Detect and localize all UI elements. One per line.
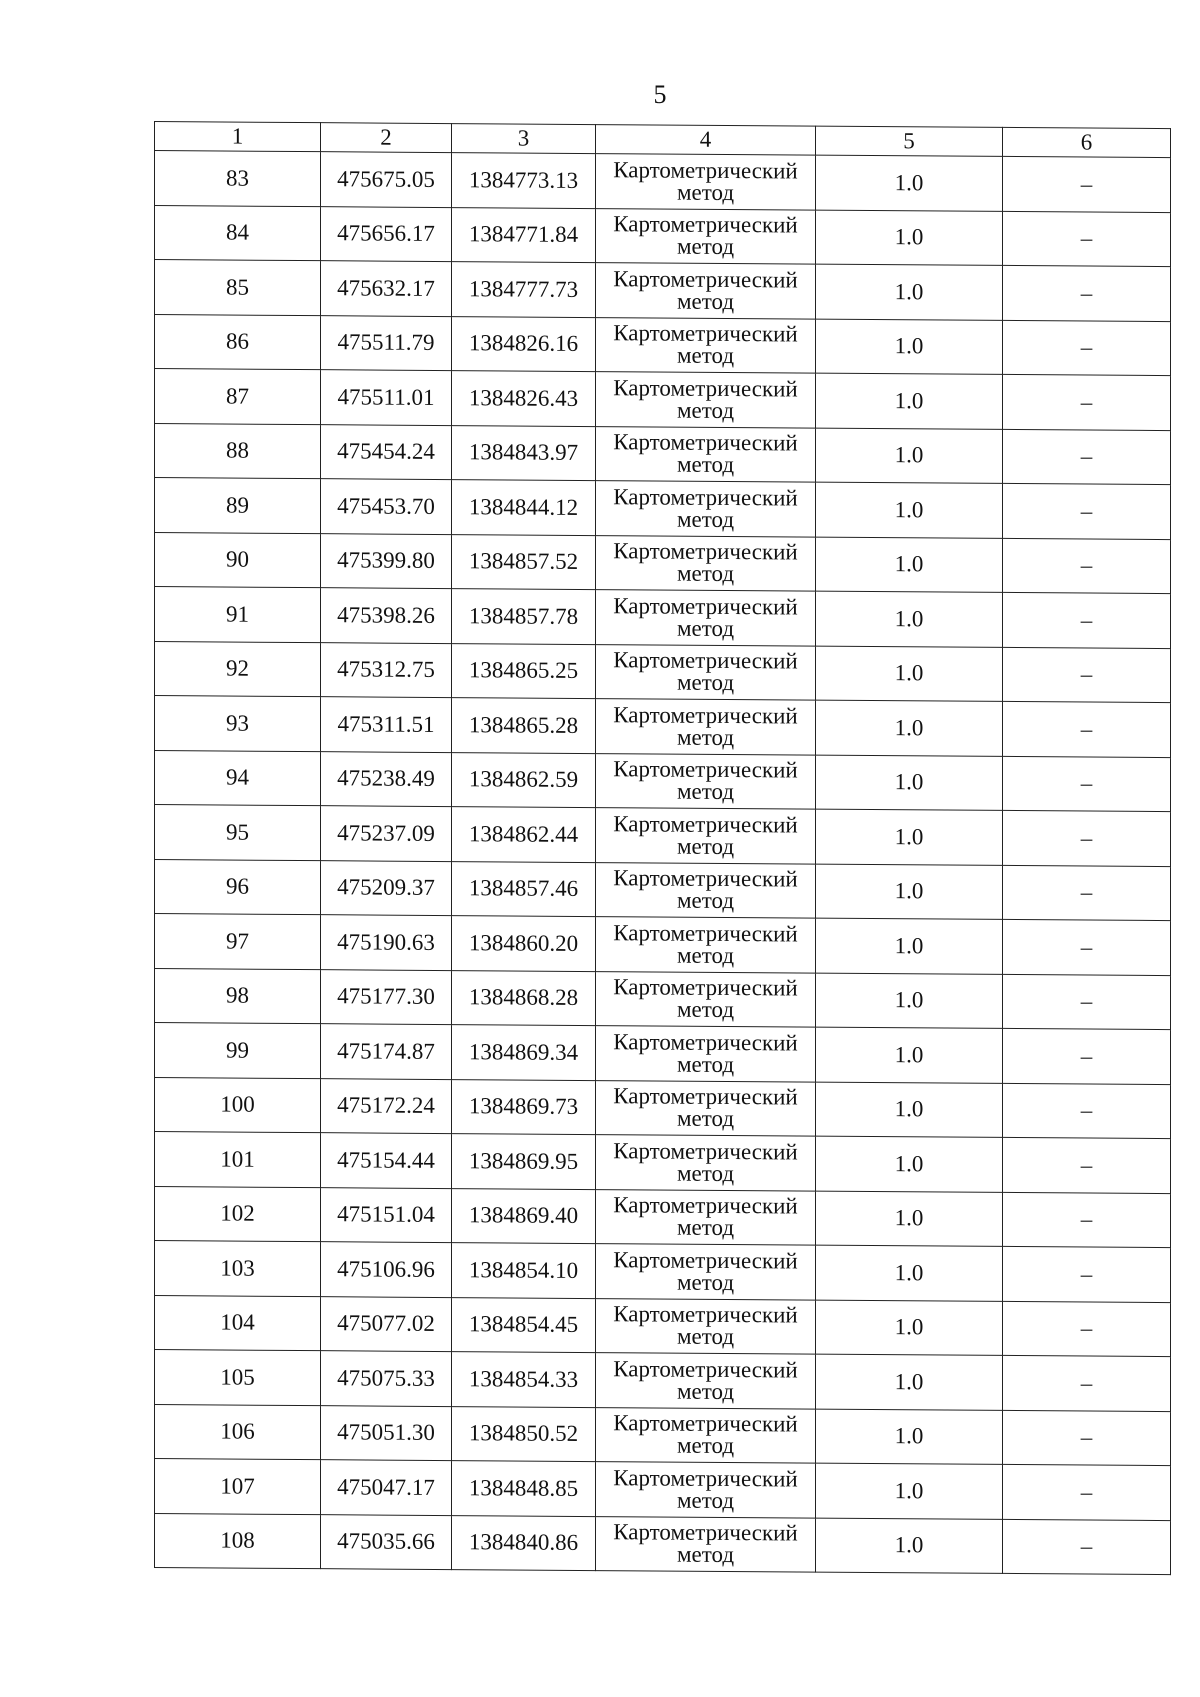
point-number-cell: 99	[155, 1023, 321, 1079]
point-number-cell: 101	[155, 1132, 321, 1188]
x-coordinate-cell: 475035.66	[321, 1514, 452, 1569]
method-line-1: Картометрический	[613, 592, 798, 620]
coordinates-table	[154, 121, 1171, 1575]
table-row	[155, 369, 1171, 431]
method-cell	[596, 535, 816, 591]
method-line-1: Картометрический	[613, 211, 798, 238]
method-line-2: метод	[676, 778, 735, 805]
y-coordinate-cell: 1384854.33	[452, 1352, 596, 1408]
table-row	[155, 968, 1171, 1030]
accuracy-cell: 1.0	[816, 1027, 1003, 1083]
y-coordinate-cell: 1384862.59	[452, 752, 596, 808]
y-coordinate-cell: 1384854.10	[452, 1243, 596, 1299]
y-coordinate-cell: 1384848.85	[452, 1461, 596, 1517]
y-coordinate-cell: 1384869.34	[452, 1025, 596, 1081]
method-cell	[596, 753, 816, 809]
note-cell: –	[1003, 756, 1171, 812]
method-line-1: Картометрический	[613, 919, 798, 947]
method-line-1: Картометрический	[613, 1301, 798, 1328]
note-cell: –	[1003, 647, 1171, 703]
method-line-2: метод	[676, 179, 735, 205]
header-cell: 2	[321, 123, 452, 153]
y-coordinate-cell: 1384857.46	[452, 861, 596, 917]
method-line-2: метод	[676, 615, 735, 641]
note-cell: –	[1003, 810, 1171, 866]
x-coordinate-cell: 475075.33	[321, 1351, 452, 1406]
header-cell: 4	[596, 125, 816, 156]
note-cell: –	[1003, 1410, 1171, 1466]
method-cell	[596, 208, 816, 264]
table-row	[155, 151, 1171, 213]
note-cell: –	[1003, 429, 1171, 485]
method-line-2: метод	[676, 1541, 735, 1568]
method-line-1: Картометрический	[613, 810, 798, 838]
x-coordinate-cell: 475077.02	[321, 1296, 452, 1351]
note-cell: –	[1003, 1355, 1171, 1411]
point-number-cell: 86	[155, 314, 321, 370]
method-cell	[596, 1298, 816, 1354]
accuracy-cell: 1.0	[816, 264, 1003, 320]
method-line-2: метод	[676, 942, 735, 968]
method-cell	[596, 1135, 816, 1191]
point-number-cell: 92	[155, 641, 321, 697]
method-line-1: Картометрический	[613, 265, 798, 293]
note-cell: –	[1003, 538, 1171, 594]
point-number-cell: 87	[155, 369, 321, 425]
y-coordinate-cell: 1384850.52	[452, 1406, 596, 1462]
method-line-1: Картометрический	[613, 1137, 798, 1165]
header-cell: 6	[1003, 127, 1171, 157]
accuracy-cell: 1.0	[816, 155, 1003, 211]
method-line-2: метод	[676, 342, 735, 369]
accuracy-cell: 1.0	[816, 1518, 1003, 1574]
method-line-2: метод	[676, 996, 735, 1023]
note-cell: –	[1003, 701, 1171, 757]
method-line-2: метод	[676, 560, 735, 587]
note-cell: –	[1003, 1519, 1171, 1575]
x-coordinate-cell: 475209.37	[321, 860, 452, 915]
table-row	[155, 1023, 1171, 1085]
note-cell: –	[1003, 1464, 1171, 1520]
y-coordinate-cell: 1384854.45	[452, 1297, 596, 1353]
note-cell: –	[1003, 1246, 1171, 1302]
accuracy-cell: 1.0	[816, 700, 1003, 756]
y-coordinate-cell: 1384869.73	[452, 1079, 596, 1135]
method-line-1: Картометрический	[613, 1028, 798, 1056]
table-row	[155, 1513, 1171, 1575]
method-line-1: Картометрический	[613, 429, 798, 456]
method-cell	[596, 154, 816, 210]
y-coordinate-cell: 1384777.73	[452, 262, 596, 318]
accuracy-cell: 1.0	[816, 428, 1003, 484]
y-coordinate-cell: 1384771.84	[452, 207, 596, 263]
method-cell	[596, 1189, 816, 1245]
x-coordinate-cell: 475675.05	[321, 152, 452, 207]
table-row	[155, 750, 1171, 812]
y-coordinate-cell: 1384868.28	[452, 970, 596, 1026]
table-row	[155, 1241, 1171, 1303]
accuracy-cell: 1.0	[816, 1463, 1003, 1519]
note-cell: –	[1003, 919, 1171, 975]
method-line-2: метод	[676, 1378, 735, 1404]
y-coordinate-cell: 1384840.86	[452, 1515, 596, 1571]
method-line-2: метод	[676, 1160, 735, 1186]
method-cell	[596, 644, 816, 700]
y-coordinate-cell: 1384865.28	[452, 698, 596, 754]
y-coordinate-cell: 1384865.25	[452, 643, 596, 699]
accuracy-cell: 1.0	[816, 973, 1003, 1029]
accuracy-cell: 1.0	[816, 1409, 1003, 1465]
accuracy-cell: 1.0	[816, 646, 1003, 702]
method-line-2: метод	[676, 1214, 735, 1241]
table-row	[155, 1295, 1171, 1357]
point-number-cell: 98	[155, 968, 321, 1024]
y-coordinate-cell: 1384843.97	[452, 425, 596, 481]
x-coordinate-cell: 475312.75	[321, 642, 452, 697]
x-coordinate-cell: 475453.70	[321, 479, 452, 534]
note-cell: –	[1003, 974, 1171, 1030]
method-line-2: метод	[676, 506, 735, 532]
accuracy-cell: 1.0	[816, 918, 1003, 974]
table-row	[155, 1350, 1171, 1412]
x-coordinate-cell: 475047.17	[321, 1460, 452, 1515]
table-row	[155, 1459, 1171, 1521]
method-line-1: Картометрический	[613, 1083, 798, 1110]
y-coordinate-cell: 1384862.44	[452, 807, 596, 863]
table-body	[155, 122, 1171, 1575]
note-cell: –	[1003, 592, 1171, 648]
table-row	[155, 641, 1171, 703]
method-line-1: Картометрический	[613, 1464, 798, 1492]
table-row	[155, 1077, 1171, 1139]
table-row	[155, 423, 1171, 485]
x-coordinate-cell: 475511.79	[321, 315, 452, 370]
method-line-1: Картометрический	[613, 701, 798, 729]
method-line-1: Картометрический	[613, 1192, 798, 1219]
x-coordinate-cell: 475238.49	[321, 751, 452, 806]
y-coordinate-cell: 1384826.43	[452, 371, 596, 427]
note-cell: –	[1003, 1301, 1171, 1357]
method-line-1: Картометрический	[613, 1246, 798, 1274]
method-cell	[596, 1462, 816, 1518]
method-line-2: метод	[676, 233, 735, 260]
method-line-2: метод	[676, 1487, 735, 1513]
method-line-2: метод	[676, 833, 735, 859]
point-number-cell: 84	[155, 205, 321, 261]
point-number-cell: 106	[155, 1404, 321, 1460]
point-number-cell: 88	[155, 423, 321, 479]
table-row	[155, 859, 1171, 921]
method-cell	[596, 808, 816, 864]
x-coordinate-cell: 475399.80	[321, 533, 452, 588]
method-line-1: Картометрический	[613, 374, 798, 402]
note-cell: –	[1003, 320, 1171, 376]
method-line-1: Картометрический	[613, 538, 798, 565]
y-coordinate-cell: 1384857.78	[452, 589, 596, 645]
table-row	[155, 1404, 1171, 1466]
x-coordinate-cell: 475177.30	[321, 969, 452, 1024]
y-coordinate-cell: 1384773.13	[452, 153, 596, 209]
x-coordinate-cell: 475151.04	[321, 1187, 452, 1242]
y-coordinate-cell: 1384857.52	[452, 534, 596, 590]
table-row	[155, 478, 1171, 540]
method-cell	[596, 917, 816, 973]
accuracy-cell: 1.0	[816, 373, 1003, 429]
x-coordinate-cell: 475174.87	[321, 1024, 452, 1079]
y-coordinate-cell: 1384826.16	[452, 316, 596, 372]
table-row	[155, 205, 1171, 267]
y-coordinate-cell: 1384869.40	[452, 1188, 596, 1244]
point-number-cell: 105	[155, 1350, 321, 1406]
method-cell	[596, 971, 816, 1027]
point-number-cell: 95	[155, 805, 321, 861]
method-line-2: метод	[676, 451, 735, 478]
accuracy-cell: 1.0	[816, 809, 1003, 865]
accuracy-cell: 1.0	[816, 1300, 1003, 1356]
method-line-2: метод	[676, 724, 735, 750]
note-cell: –	[1003, 156, 1171, 212]
method-cell	[596, 862, 816, 918]
point-number-cell: 90	[155, 532, 321, 588]
table-row	[155, 696, 1171, 758]
accuracy-cell: 1.0	[816, 1136, 1003, 1192]
point-number-cell: 89	[155, 478, 321, 534]
method-line-1: Картометрический	[613, 865, 798, 892]
x-coordinate-cell: 475154.44	[321, 1133, 452, 1188]
accuracy-cell: 1.0	[816, 864, 1003, 920]
method-cell	[596, 1516, 816, 1572]
method-line-1: Картометрический	[613, 1355, 798, 1383]
point-number-cell: 107	[155, 1459, 321, 1515]
method-line-1: Картометрический	[613, 1410, 798, 1437]
method-line-2: метод	[676, 1269, 735, 1295]
table-row	[155, 1132, 1171, 1194]
accuracy-cell: 1.0	[816, 591, 1003, 647]
method-cell	[596, 1353, 816, 1409]
method-cell	[596, 372, 816, 428]
method-line-2: метод	[676, 1432, 735, 1459]
accuracy-cell: 1.0	[816, 210, 1003, 266]
method-line-1: Картометрический	[613, 647, 798, 674]
note-cell: –	[1003, 374, 1171, 430]
table-row	[155, 587, 1171, 649]
point-number-cell: 96	[155, 859, 321, 915]
note-cell: –	[1003, 1083, 1171, 1139]
table-row	[155, 532, 1171, 594]
method-line-1: Картометрический	[613, 756, 798, 783]
method-line-1: Картометрический	[613, 320, 798, 347]
point-number-cell: 102	[155, 1186, 321, 1242]
x-coordinate-cell: 475656.17	[321, 206, 452, 261]
method-line-2: метод	[676, 669, 735, 696]
note-cell: –	[1003, 483, 1171, 539]
point-number-cell: 83	[155, 151, 321, 207]
x-coordinate-cell: 475398.26	[321, 588, 452, 643]
point-number-cell: 104	[155, 1295, 321, 1351]
accuracy-cell: 1.0	[816, 1191, 1003, 1247]
method-line-1: Картометрический	[613, 483, 798, 511]
method-line-2: метод	[676, 1051, 735, 1077]
table-row	[155, 914, 1171, 976]
method-line-2: метод	[676, 1323, 735, 1350]
table-row	[155, 314, 1171, 376]
method-line-2: метод	[676, 1105, 735, 1132]
method-cell	[596, 317, 816, 373]
note-cell: –	[1003, 1192, 1171, 1248]
table-row	[155, 260, 1171, 322]
note-cell: –	[1003, 211, 1171, 267]
table-row	[155, 805, 1171, 867]
x-coordinate-cell: 475632.17	[321, 261, 452, 316]
header-cell: 3	[452, 124, 596, 154]
point-number-cell: 100	[155, 1077, 321, 1133]
x-coordinate-cell: 475311.51	[321, 697, 452, 752]
method-cell	[596, 426, 816, 482]
accuracy-cell: 1.0	[816, 1245, 1003, 1301]
point-number-cell: 91	[155, 587, 321, 643]
method-line-1: Картометрический	[613, 1519, 798, 1546]
accuracy-cell: 1.0	[816, 1354, 1003, 1410]
method-cell	[596, 699, 816, 755]
accuracy-cell: 1.0	[816, 537, 1003, 593]
header-cell: 1	[155, 122, 321, 152]
method-cell	[596, 1080, 816, 1136]
x-coordinate-cell: 475106.96	[321, 1242, 452, 1297]
page-number: 5	[653, 80, 667, 109]
method-cell	[596, 1026, 816, 1082]
x-coordinate-cell: 475051.30	[321, 1405, 452, 1460]
point-number-cell: 108	[155, 1513, 321, 1569]
point-number-cell: 85	[155, 260, 321, 316]
header-cell: 5	[816, 126, 1003, 156]
accuracy-cell: 1.0	[816, 755, 1003, 811]
method-line-1: Картометрический	[613, 974, 798, 1001]
point-number-cell: 103	[155, 1241, 321, 1297]
method-cell	[596, 263, 816, 319]
method-cell	[596, 1244, 816, 1300]
method-line-2: метод	[676, 887, 735, 914]
point-number-cell: 93	[155, 696, 321, 752]
method-cell	[596, 1407, 816, 1463]
note-cell: –	[1003, 865, 1171, 921]
note-cell: –	[1003, 1028, 1171, 1084]
x-coordinate-cell: 475454.24	[321, 424, 452, 479]
note-cell: –	[1003, 265, 1171, 321]
accuracy-cell: 1.0	[816, 319, 1003, 375]
y-coordinate-cell: 1384860.20	[452, 916, 596, 972]
x-coordinate-cell: 475237.09	[321, 806, 452, 861]
method-line-2: метод	[676, 397, 735, 423]
accuracy-cell: 1.0	[816, 1082, 1003, 1138]
x-coordinate-cell: 475172.24	[321, 1078, 452, 1133]
accuracy-cell: 1.0	[816, 482, 1003, 538]
y-coordinate-cell: 1384869.95	[452, 1134, 596, 1190]
table-row	[155, 1186, 1171, 1248]
note-cell: –	[1003, 1137, 1171, 1193]
x-coordinate-cell: 475511.01	[321, 370, 452, 425]
method-cell	[596, 481, 816, 537]
method-line-1: Картометрический	[613, 156, 798, 184]
point-number-cell: 97	[155, 914, 321, 970]
method-cell	[596, 590, 816, 646]
x-coordinate-cell: 475190.63	[321, 915, 452, 970]
y-coordinate-cell: 1384844.12	[452, 480, 596, 536]
point-number-cell: 94	[155, 750, 321, 806]
method-line-2: метод	[676, 288, 735, 314]
